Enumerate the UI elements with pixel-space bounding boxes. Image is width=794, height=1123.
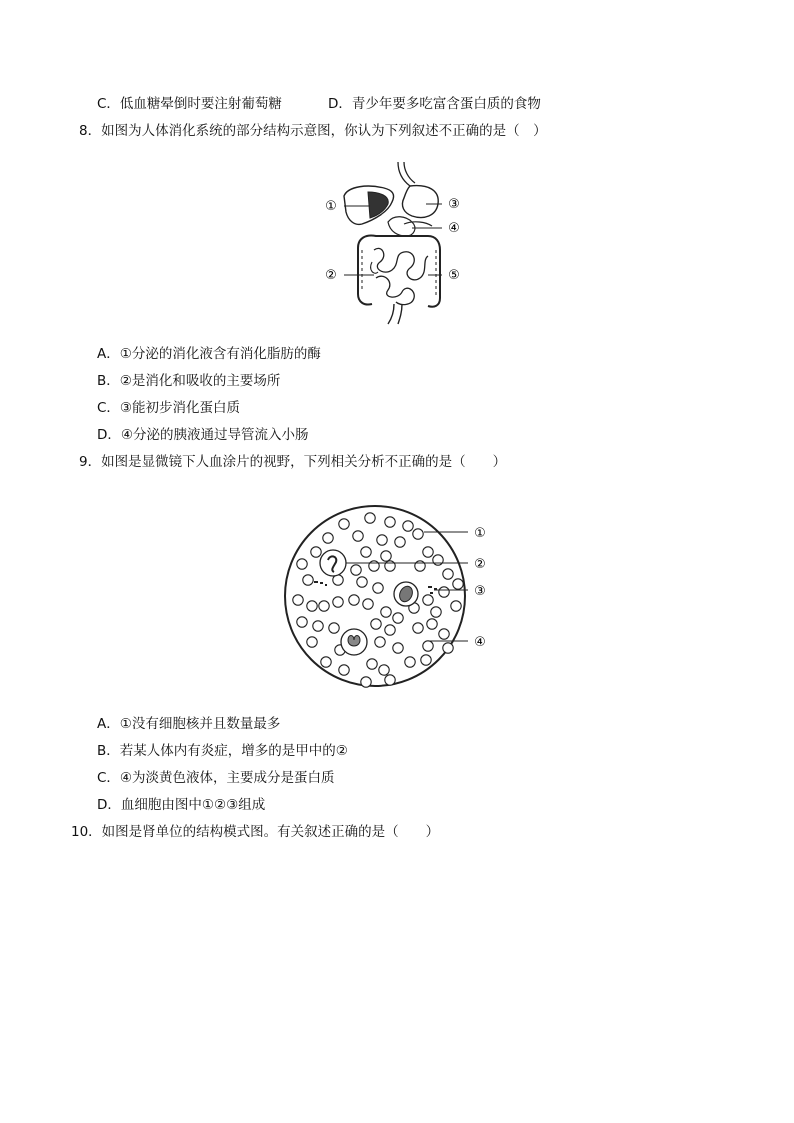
label-4: ④: [448, 221, 460, 236]
red-blood-cell: [385, 561, 395, 571]
q8-option-b: B．②是消化和吸收的主要场所: [97, 373, 281, 389]
red-blood-cell: [371, 619, 381, 629]
label-1: ①: [474, 526, 486, 541]
red-blood-cell: [405, 657, 415, 667]
red-blood-cell: [413, 623, 423, 633]
red-blood-cell: [395, 537, 405, 547]
red-blood-cell: [375, 637, 385, 647]
blood-smear-figure: [278, 500, 498, 692]
red-blood-cell: [403, 521, 413, 531]
red-blood-cell: [361, 677, 371, 687]
red-blood-cell: [367, 659, 377, 669]
red-blood-cell: [319, 601, 329, 611]
red-blood-cell: [307, 601, 317, 611]
label-1: ①: [325, 199, 337, 214]
red-blood-cell: [451, 601, 461, 611]
q8-option-d: D．④分泌的胰液通过导管流入小肠: [97, 427, 309, 443]
red-blood-cell: [357, 577, 367, 587]
red-blood-cell: [297, 559, 307, 569]
red-blood-cell: [423, 595, 433, 605]
red-blood-cell: [353, 531, 363, 541]
red-blood-cell: [333, 597, 343, 607]
red-blood-cell: [365, 513, 375, 523]
red-blood-cell: [321, 657, 331, 667]
red-blood-cell: [443, 643, 453, 653]
red-blood-cell: [385, 625, 395, 635]
red-blood-cell: [379, 665, 389, 675]
label-2: ②: [325, 268, 337, 283]
red-blood-cell: [453, 579, 463, 589]
red-blood-cell: [431, 607, 441, 617]
label-2: ②: [474, 557, 486, 572]
red-blood-cell: [323, 533, 333, 543]
red-blood-cell: [349, 595, 359, 605]
q10-stem: 10．如图是肾单位的结构模式图。有关叙述正确的是（ ）: [71, 824, 440, 840]
red-blood-cell: [393, 613, 403, 623]
q8-stem: 8．如图为人体消化系统的部分结构示意图，你认为下列叙述不正确的是（ ）: [79, 123, 547, 139]
red-blood-cell: [421, 655, 431, 665]
q9-stem: 9．如图是显微镜下人血涂片的视野，下列相关分析不正确的是（ ）: [79, 454, 507, 470]
label-3: ③: [448, 197, 460, 212]
red-blood-cell: [313, 621, 323, 631]
digestive-system-figure: [318, 158, 478, 328]
red-blood-cell: [393, 643, 403, 653]
red-blood-cell: [381, 551, 391, 561]
red-blood-cell: [415, 561, 425, 571]
red-blood-cell: [363, 599, 373, 609]
red-blood-cell: [373, 583, 383, 593]
red-blood-cell: [385, 675, 395, 685]
q9-option-c: C．④为淡黄色液体，主要成分是蛋白质: [97, 770, 335, 786]
red-blood-cell: [351, 565, 361, 575]
red-blood-cell: [433, 555, 443, 565]
red-blood-cell: [423, 547, 433, 557]
red-blood-cell: [307, 637, 317, 647]
red-blood-cell: [439, 587, 449, 597]
red-blood-cell: [443, 569, 453, 579]
red-blood-cell: [297, 617, 307, 627]
red-blood-cell: [381, 607, 391, 617]
red-blood-cell: [329, 623, 339, 633]
red-blood-cell: [311, 547, 321, 557]
q7-option-d: D．青少年要多吃富含蛋白质的食物: [328, 96, 541, 112]
q7-option-c: C．低血糖晕倒时要注射葡萄糖: [97, 96, 282, 112]
q8-option-c: C．③能初步消化蛋白质: [97, 400, 241, 416]
red-blood-cell: [339, 665, 349, 675]
red-blood-cell: [377, 535, 387, 545]
q9-option-b: B．若某人体内有炎症，增多的是甲中的②: [97, 743, 348, 759]
red-blood-cell: [385, 517, 395, 527]
red-blood-cell: [423, 641, 433, 651]
red-blood-cell: [369, 561, 379, 571]
red-blood-cell: [361, 547, 371, 557]
q9-option-d: D．血细胞由图中①②③组成: [97, 797, 266, 813]
red-blood-cell: [293, 595, 303, 605]
red-blood-cell: [439, 629, 449, 639]
label-3: ③: [474, 584, 486, 599]
red-blood-cell: [339, 519, 349, 529]
red-blood-cell: [427, 619, 437, 629]
red-blood-cell: [413, 529, 423, 539]
label-4: ④: [474, 635, 486, 650]
q9-option-a: A．①没有细胞核并且数量最多: [97, 716, 281, 732]
red-blood-cell: [303, 575, 313, 585]
label-5: ⑤: [448, 268, 460, 283]
q8-option-a: A．①分泌的消化液含有消化脂肪的酶: [97, 346, 321, 362]
